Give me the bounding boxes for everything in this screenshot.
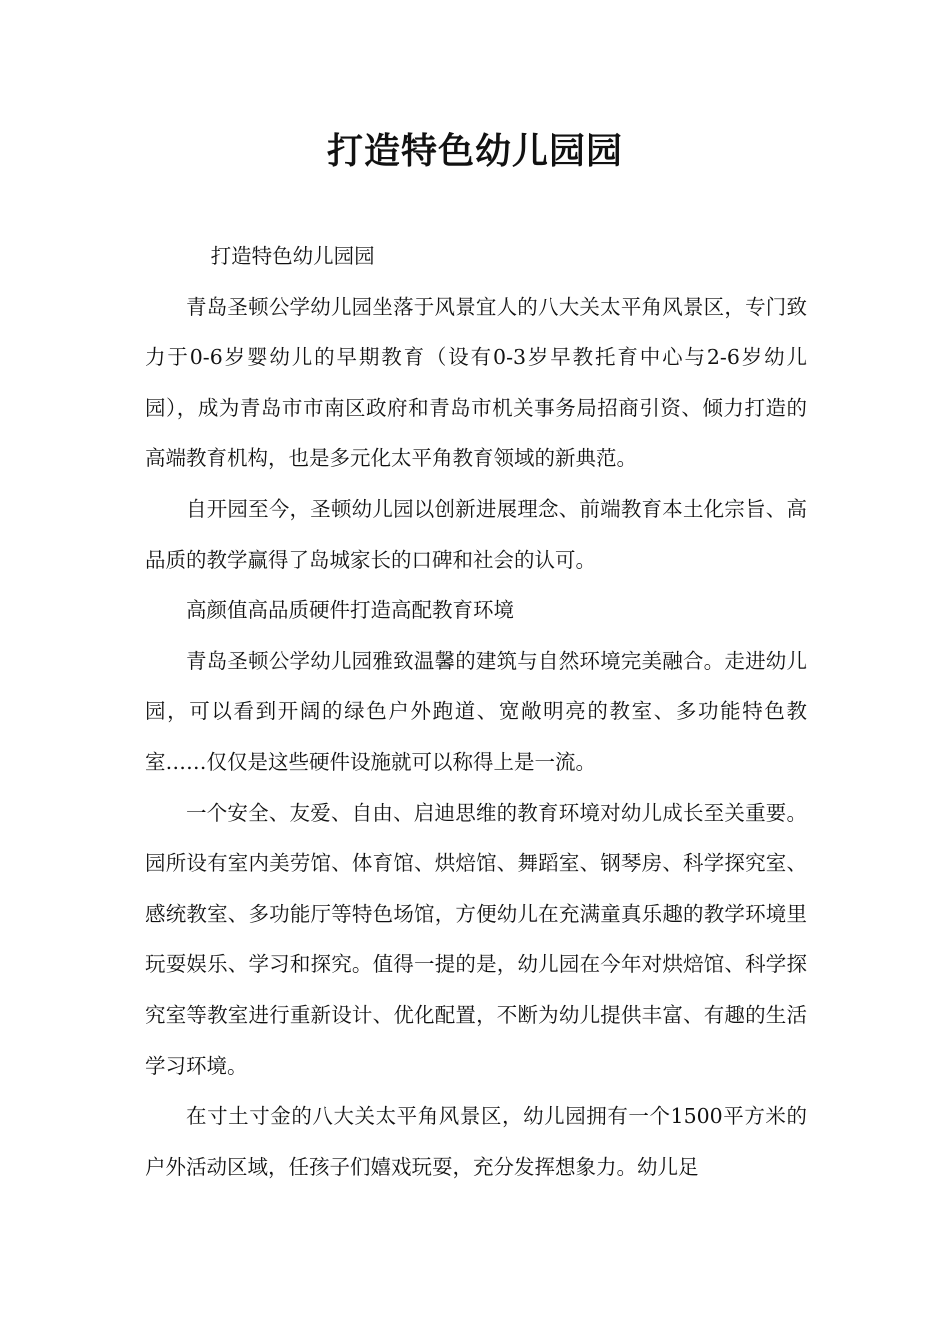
paragraph: 自开园至今，圣顿幼儿园以创新进展理念、前端教育本土化宗旨、高品质的教学赢得了岛城家长的口碑和社会的认可。 [145,496,807,572]
document-body [145,231,807,1192]
paragraph: 青岛圣顿公学幼儿园坐落于风景宜人的八大关太平角风景区，专门致力于0-6岁婴幼儿的早期教育（设有0-3岁早教托育中心与2-6岁幼儿园），成为青岛市市南区政府和青岛市机关事务局招商引资、倾力打造的高端教育机构，也是多元化太平角教育领域的新典范。 [145,294,807,471]
paragraph: 在寸土寸金的八大关太平角风景区，幼儿园拥有一个1500平方米的户外活动区域，任孩子们嬉戏玩耍，充分发挥想象力。幼儿足 [145,1104,807,1179]
section-heading: 打造特色幼儿园园 [210,244,375,268]
paragraph: 一个安全、友爱、自由、启迪思维的教育环境对幼儿成长至关重要。园所设有室内美劳馆、体育馆、烘焙馆、舞蹈室、钢琴房、科学探究室、感统教室、多功能厅等特色场馆，方便幼儿在充满童真乐趣的教学环境里玩耍娱乐、学习和探究。值得一提的是，幼儿园在今年对烘焙馆、科学探究室等教室进行重新设计、优化配置，不断为幼儿提供丰富、有趣的生活学习环境。 [145,800,807,1078]
section-heading: 高颜值高品质硬件打造高配教育环境 [186,598,514,623]
document-title: 打造特色幼儿园园 [326,131,623,172]
paragraph: 青岛圣顿公学幼儿园雅致温馨的建筑与自然环境完美融合。走进幼儿园，可以看到开阔的绿色户外跑道、宽敞明亮的教室、多功能特色教室……仅仅是这些硬件设施就可以称得上是一流。 [145,648,807,774]
